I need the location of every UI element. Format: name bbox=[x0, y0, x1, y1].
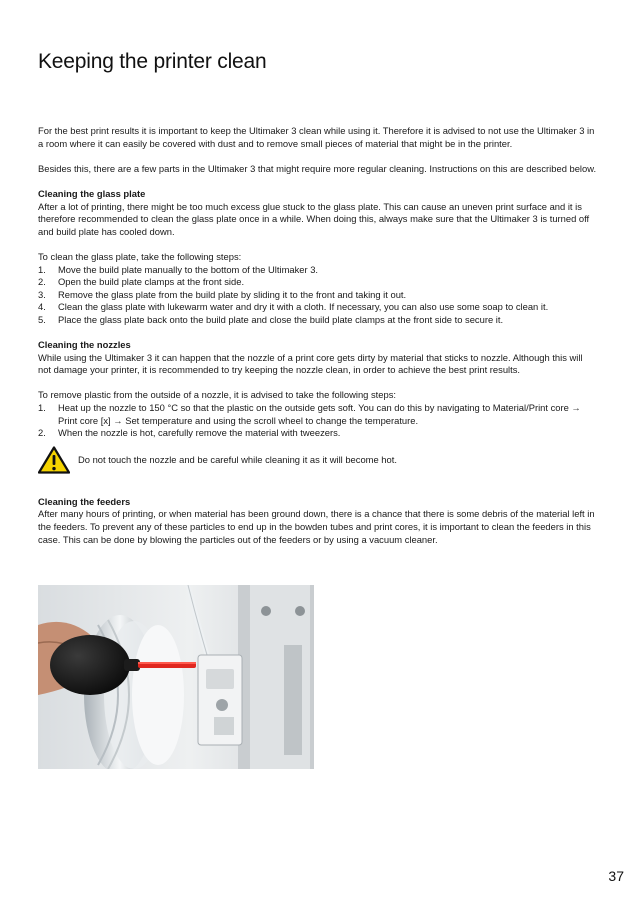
warning-triangle-icon bbox=[38, 446, 70, 474]
list-item: 3. Remove the glass plate from the build plate by sliding it to the front and taking it out. bbox=[38, 288, 407, 300]
glass-heading: Cleaning the glass plate bbox=[38, 187, 146, 199]
list-item: 5. Place the glass plate back onto the build plate and close the build plate clamps at the front side to secure it. bbox=[38, 313, 504, 325]
page-title: Keeping the printer clean bbox=[38, 50, 267, 73]
feeder-cleaning-photo bbox=[38, 585, 314, 769]
glass-steps-list bbox=[38, 264, 598, 327]
page-body bbox=[38, 125, 598, 559]
hot-nozzle-warning bbox=[38, 446, 598, 474]
list-item: 2. When the nozzle is hot, carefully remove the material with tweezers. bbox=[38, 427, 341, 439]
intro-paragraph-1: For the best print results it is important to keep the Ultimaker 3 clean while using it. Therefore it is advised to not use the Ultimaker 3 in a room where it can easily be covered with dust and to remove small pieces of material that might be in the printer. bbox=[38, 125, 595, 149]
intro-paragraph-2: Besides this, there are a few parts in the Ultimaker 3 that might require more regular cleaning. Instructions on this are described below. bbox=[38, 162, 597, 174]
nozzles-paragraph: While using the Ultimaker 3 it can happen that the nozzle of a print core gets dirty by material that sticks to nozzle. Although this will not damage your printer, it is recommended to try keeping the nozzle clean, in order to achieve the best print results. bbox=[38, 351, 583, 376]
glass-paragraph: After a lot of printing, there might be too much excess glue stuck to the glass plate. This can cause an uneven print surface and it is therefore recommended to clean the glass plate once in a while. When doing this, always make sure that the Ultimaker 3 is turned off and build plate has cooled down. bbox=[38, 200, 590, 237]
feeders-paragraph: After many hours of printing, or when material has been ground down, there is a chance that there is some debris of the material left in the feeders. To prevent any of these particles to end up in the bowden tubes and print cores, it is important to clean the feeders in this case. This can be done by blowing the particles out of the feeders or by using a vacuum cleaner. bbox=[38, 508, 595, 545]
warning-text: Do not touch the nozzle and be careful while cleaning it as it will become hot. bbox=[78, 453, 397, 465]
nozzles-steps-list bbox=[38, 402, 598, 440]
list-item: 4. Clean the glass plate with lukewarm water and dry it with a cloth. If necessary, you can also use some soap to clean it. bbox=[38, 301, 549, 313]
feeders-heading: Cleaning the feeders bbox=[38, 495, 131, 507]
feeder-photo-illustration bbox=[38, 585, 314, 769]
page-number: 37 bbox=[608, 868, 624, 884]
nozzles-steps-intro: To remove plastic from the outside of a nozzle, it is advised to take the following steps: bbox=[38, 389, 396, 401]
list-item: 1. Heat up the nozzle to 150 °C so that the plastic on the outside gets soft. You can do this by navigating to Material/Print core → Print core [x] → Set temperature and using the scroll wheel to change the temperature. bbox=[38, 402, 581, 426]
list-item: 2. Open the build plate clamps at the front side. bbox=[38, 276, 245, 288]
glass-steps-intro: To clean the glass plate, take the following steps: bbox=[38, 250, 242, 262]
list-item: 1. Move the build plate manually to the bottom of the Ultimaker 3. bbox=[38, 263, 319, 275]
nozzles-heading: Cleaning the nozzles bbox=[38, 339, 131, 351]
